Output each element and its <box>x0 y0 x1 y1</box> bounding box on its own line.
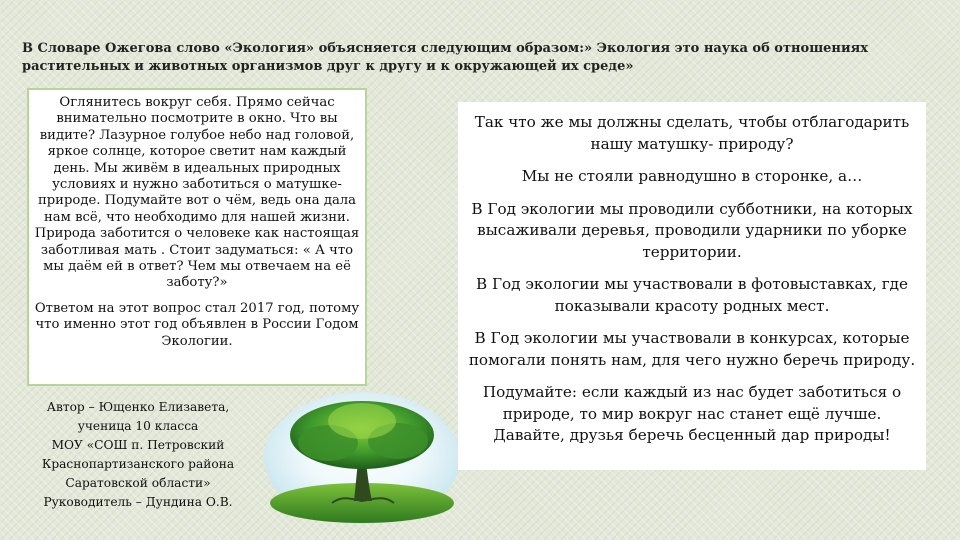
actions-paragraph-2: Мы не стояли равнодушно в сторонке, а… <box>521 167 863 185</box>
author-line-2: ученица 10 класса <box>77 419 199 433</box>
header-line-2: растительных и животных организмов друг к другу и к окружающей их среде» <box>22 59 634 74</box>
actions-paragraph-6: Подумайте: если каждый из нас будет заботиться о природе, то мир вокруг нас станет ещё лучше. Давайте, друзья беречь бесценный дар природы! <box>482 383 902 444</box>
intro-paragraph-2: Ответом на этот вопрос стал 2017 год, потому что именно этот год объявлен в России Годом Экологии. <box>34 300 360 349</box>
tree-illustration-icon <box>262 391 462 526</box>
actions-paragraph-5: В Год экологии мы участвовали в конкурсах, которые помогали понять нам, для чего нужно беречь природу. <box>468 329 916 369</box>
actions-paragraph-3: В Год экологии мы проводили субботники, на которых высаживали деревья, проводили ударники по уборке территории. <box>471 199 913 261</box>
author-line-6: Руководитель – Дундина О.В. <box>43 495 233 509</box>
header-line-1: В Словаре Ожегова слово «Экология» объясняется следующим образом:» Экология это наука об отношениях <box>22 41 868 56</box>
author-line-4: Краснопартизанского района <box>41 457 235 471</box>
intro-text-box <box>27 88 367 386</box>
author-block <box>22 398 254 512</box>
slide-header <box>22 40 942 76</box>
author-line-5: Саратовской области» <box>65 476 211 490</box>
actions-text-box <box>458 102 926 470</box>
author-line-3: МОУ «СОШ п. Петровский <box>51 438 225 452</box>
actions-paragraph-4: В Год экологии мы участвовали в фотовыставках, где показывали красоту родных мест. <box>475 275 909 315</box>
intro-paragraph-1: Оглянитесь вокруг себя. Прямо сейчас внимательно посмотрите в окно. Что вы видите? Лазурное голубое небо над головой, яркое солнце, которое светит нам каждый день. Мы живём в идеальных природных условиях и нужно заботиться о матушке- природе. Подумайте вот о чём, ведь она дала нам всё, что необходимо для нашей жизни. Природа заботится о человеке как настоящая заботливая мать . Стоит задуматься: « А что мы даём ей в ответ? Чем мы отвечаем на её заботу?» <box>34 95 360 291</box>
author-line-1: Автор – Ющенко Елизавета, <box>46 400 230 414</box>
actions-paragraph-1: Так что же мы должны сделать, чтобы отблагодарить нашу матушку- природу? <box>474 113 910 153</box>
